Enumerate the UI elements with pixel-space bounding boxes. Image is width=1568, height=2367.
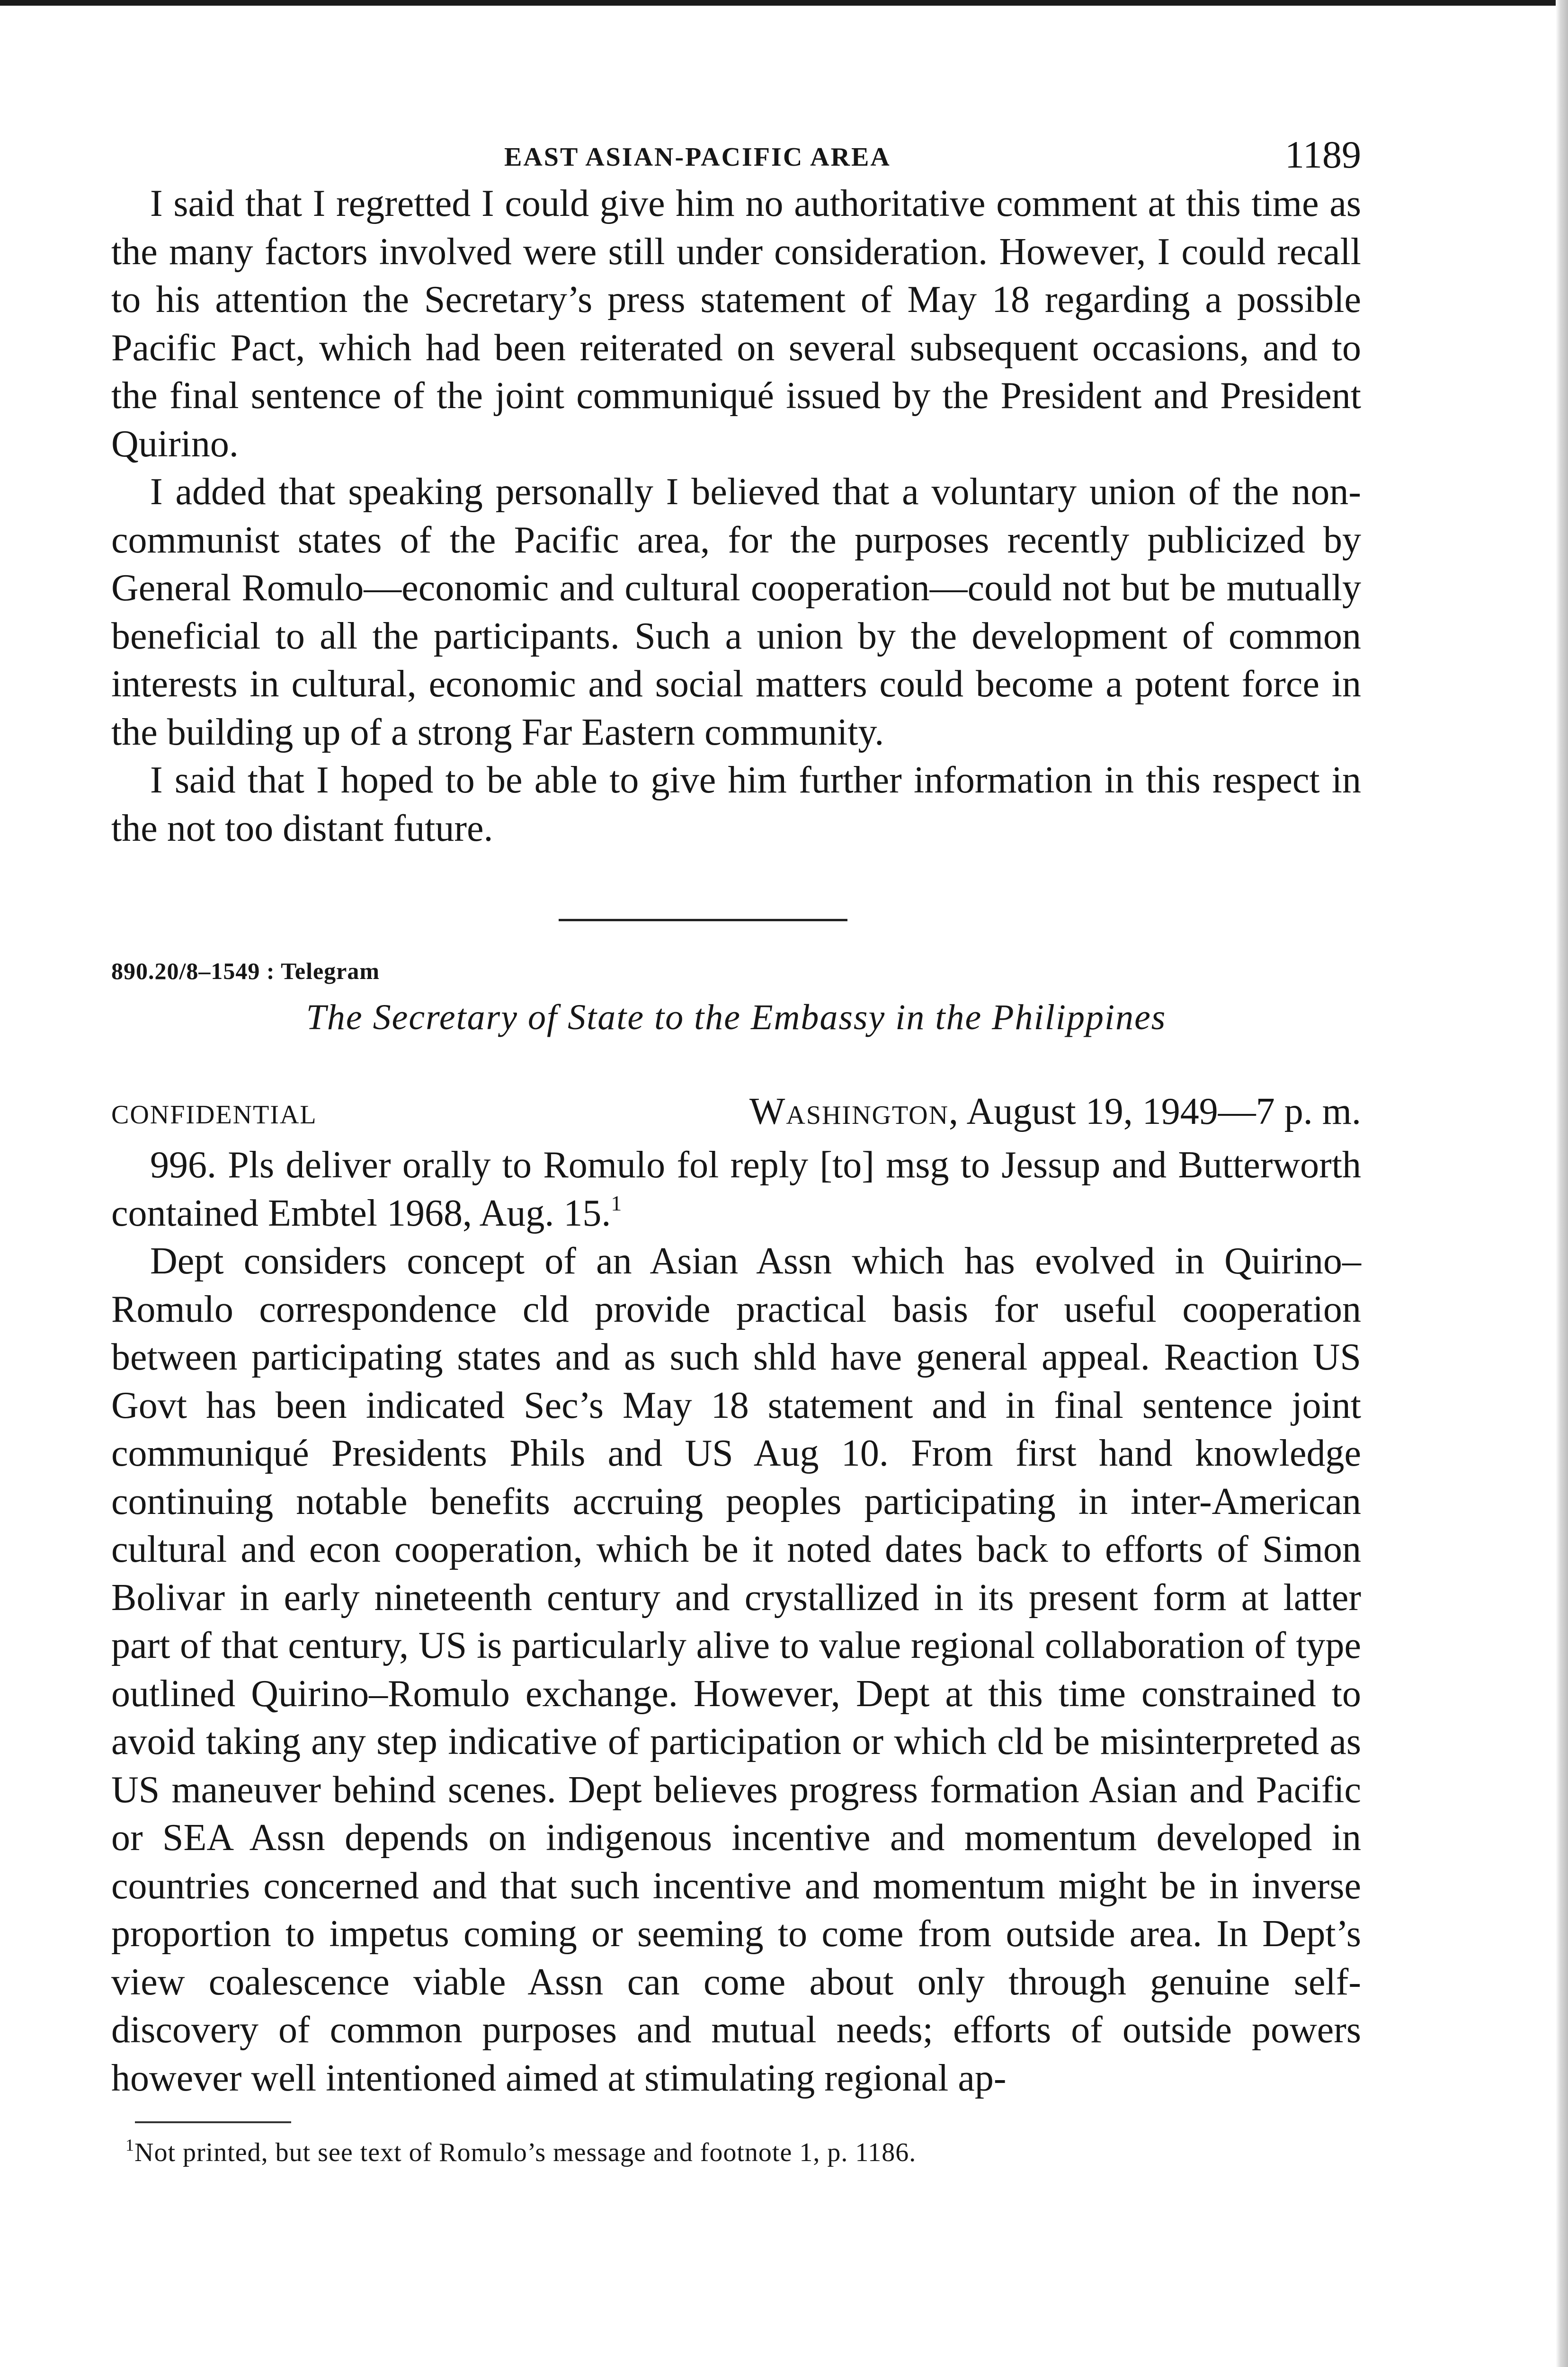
- place-and-date: [749, 1090, 1361, 1133]
- footnote-text: Not printed, but see text of Romulo’s message and footnote 1, p. 1186.: [134, 2138, 917, 2167]
- footnote-marker: 1: [125, 2136, 134, 2154]
- footnote-reference: 1: [611, 1191, 622, 1215]
- section-divider: [559, 919, 847, 921]
- top-scan-border: [0, 0, 1568, 6]
- telegram-paragraph-dept-considers: Dept considers concept of an Asian Assn which has evolved in Quirino–Romulo correspondence cld provide practical basis for useful cooperation between participating states and as such shld have general appeal. Reaction US Govt has been indicated Sec’s May 18 statement and in final sentence joint communiqué Presidents Phils and US Aug 10. From first hand knowledge continuing notable benefits accruing peoples participating in inter-American cultural and econ cooperation, which be it noted dates back to efforts of Simon Bolivar in early nineteenth century and crystallized in its present form at latter part of that century, US is particularly alive to value regional collaboration of type outlined Quirino–Romulo exchange. However, Dept at this time constrained to avoid taking any step indicative of participation or which cld be misinterpreted as US maneuver behind scenes. Dept believes progress formation Asian and Pacific or SEA Assn depends on indigenous incentive and momentum developed in countries concerned and that such incentive and momentum might be in inverse proportion to impetus coming or seeming to come from outside area. In Dept’s view coalescence viable Assn can come about only through genuine self-discovery of common purposes and mutual needs; efforts of outside powers however well intentioned aimed at stimulating regional ap-: [111, 1240, 1361, 2099]
- document-title: The Secretary of State to the Embassy in the Philippines: [306, 997, 1167, 1037]
- paragraph-further-information: I said that I hoped to be able to give him further information in this respect in the not too distant future.: [111, 759, 1361, 849]
- file-reference: 890.20/8–1549 : Telegram: [111, 958, 380, 984]
- page-number: 1189: [1285, 133, 1361, 176]
- footnote-divider: [135, 2121, 291, 2123]
- paragraph-regret-comment: I said that I regretted I could give him no authoritative comment at this time as the many factors involved were still under consideration. However, I could recall to his attention the Secretary’s press statement of May 18 regarding a possible Pacific Pact, which had been reiterated on several subsequent occasions, and to the final sentence of the joint communiqué issued by the President and President Quirino.: [111, 183, 1361, 465]
- date-time: August 19, 1949—7 p. m.: [959, 1091, 1361, 1132]
- running-header: [111, 128, 1361, 180]
- telegram-paragraph-996: [111, 1141, 1361, 1237]
- document-page: [111, 128, 1361, 2168]
- dateline: [111, 1090, 1361, 1141]
- classification-label: CONFIDENTIAL: [111, 1100, 317, 1130]
- running-title: EAST ASIAN-PACIFIC AREA: [504, 142, 891, 172]
- footnote: [125, 2137, 1361, 2168]
- page-edge-shadow: [1556, 0, 1568, 2367]
- paragraph-voluntary-union: I added that speaking personally I believed that a voluntary union of the non-communist states of the Pacific area, for the purposes recently publicized by General Romulo—economic and cultural cooperation—could not but be mutually beneficial to all the participants. Such a union by the development of common interests in cultural, economic and social matters could become a potent force in the building up of a strong Far Eastern community.: [111, 471, 1361, 753]
- place: Washington,: [749, 1091, 960, 1132]
- telegram-paragraph-996-text: 996. Pls deliver orally to Romulo fol reply [to] msg to Jessup and Butterworth contained Embtel 1968, Aug. 15.: [111, 1144, 1361, 1234]
